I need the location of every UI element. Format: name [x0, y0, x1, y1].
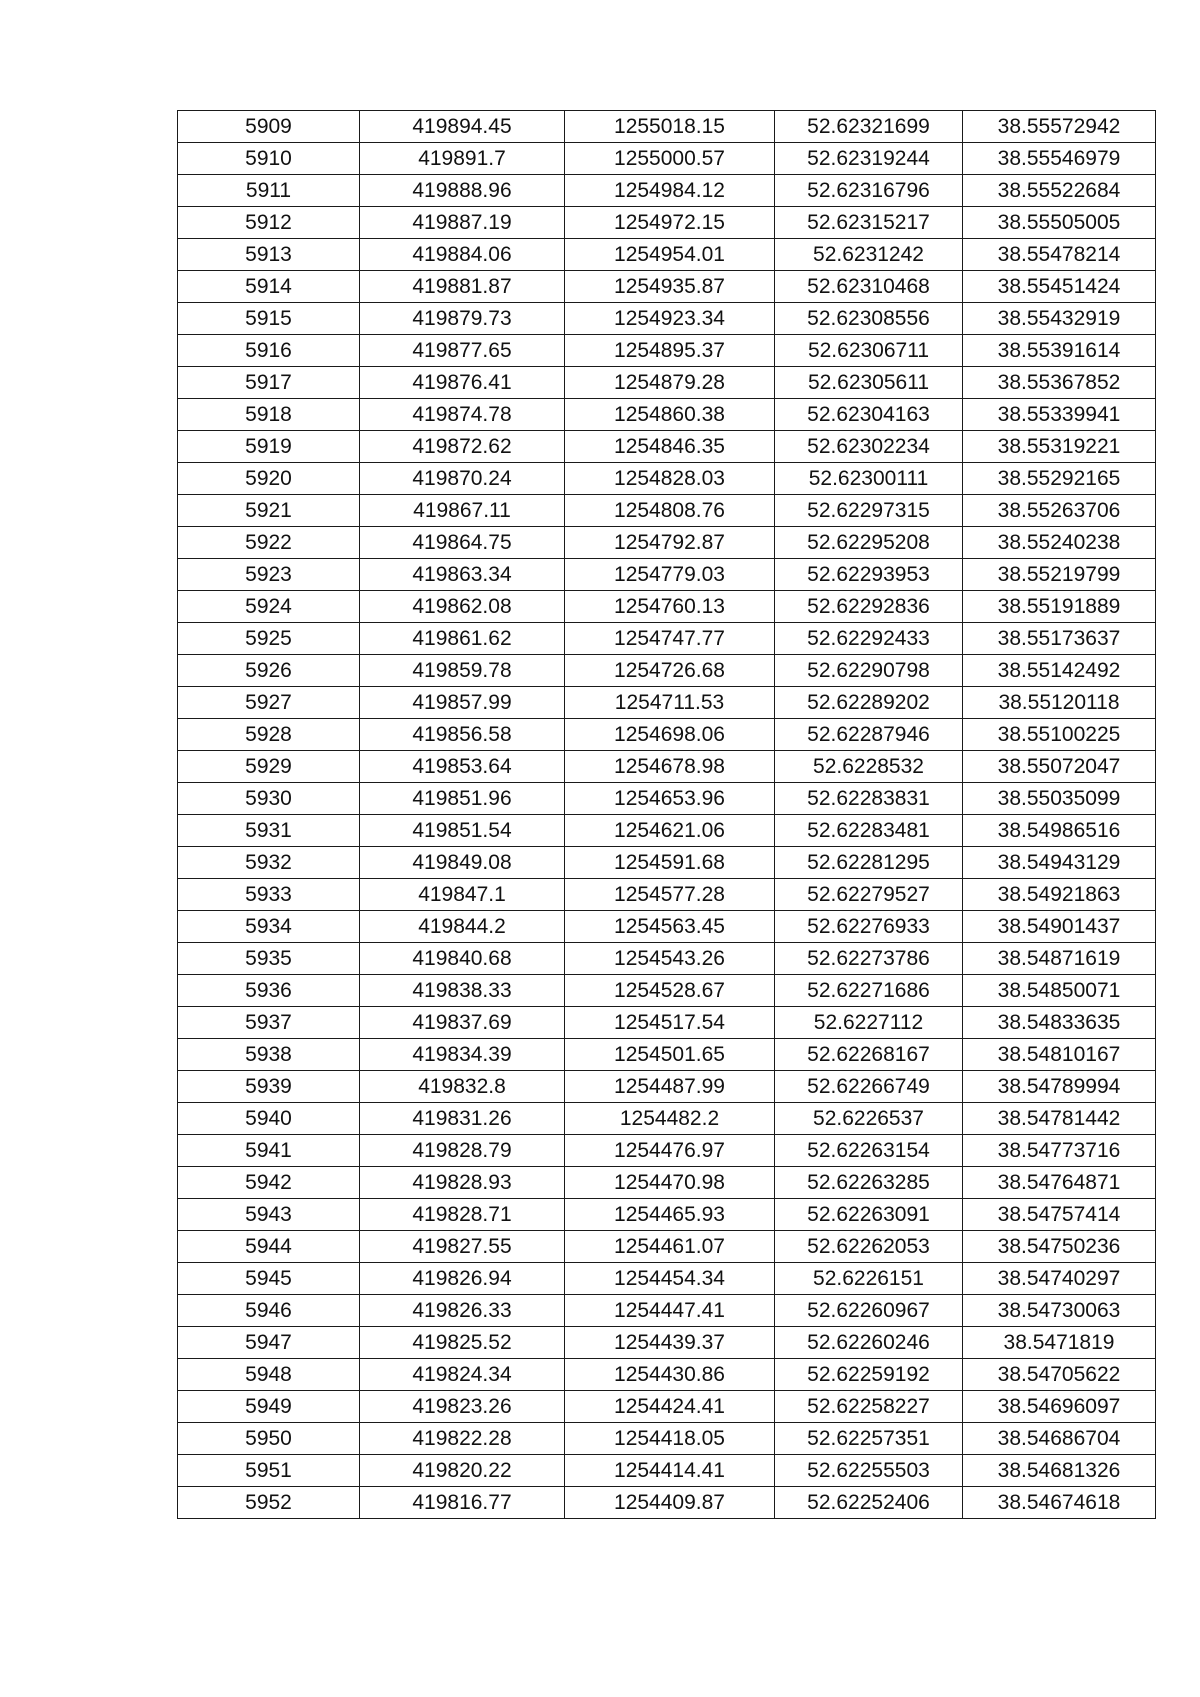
- point-number-cell: 5920: [178, 463, 360, 495]
- table-row: [178, 1231, 1156, 1263]
- latitude-cell: 52.62260246: [775, 1327, 963, 1359]
- x-coordinate-cell: 419856.58: [360, 719, 565, 751]
- longitude-cell: 38.55339941: [963, 399, 1156, 431]
- point-number-cell: 5943: [178, 1199, 360, 1231]
- x-coordinate-cell: 419863.34: [360, 559, 565, 591]
- longitude-cell: 38.54833635: [963, 1007, 1156, 1039]
- point-number-cell: 5925: [178, 623, 360, 655]
- x-coordinate-cell: 419844.2: [360, 911, 565, 943]
- x-coordinate-cell: 419851.54: [360, 815, 565, 847]
- latitude-cell: 52.62293953: [775, 559, 963, 591]
- y-coordinate-cell: 1254653.96: [565, 783, 775, 815]
- point-number-cell: 5950: [178, 1423, 360, 1455]
- point-number-cell: 5942: [178, 1167, 360, 1199]
- latitude-cell: 52.6228532: [775, 751, 963, 783]
- latitude-cell: 52.6227112: [775, 1007, 963, 1039]
- table-row: [178, 335, 1156, 367]
- longitude-cell: 38.55505005: [963, 207, 1156, 239]
- x-coordinate-cell: 419877.65: [360, 335, 565, 367]
- longitude-cell: 38.54696097: [963, 1391, 1156, 1423]
- x-coordinate-cell: 419862.08: [360, 591, 565, 623]
- point-number-cell: 5914: [178, 271, 360, 303]
- longitude-cell: 38.54686704: [963, 1423, 1156, 1455]
- y-coordinate-cell: 1254984.12: [565, 175, 775, 207]
- table-row: [178, 623, 1156, 655]
- point-number-cell: 5927: [178, 687, 360, 719]
- point-number-cell: 5928: [178, 719, 360, 751]
- y-coordinate-cell: 1254476.97: [565, 1135, 775, 1167]
- table-row: [178, 1135, 1156, 1167]
- latitude-cell: 52.62255503: [775, 1455, 963, 1487]
- y-coordinate-cell: 1254846.35: [565, 431, 775, 463]
- table-row: [178, 1359, 1156, 1391]
- point-number-cell: 5922: [178, 527, 360, 559]
- latitude-cell: 52.62263154: [775, 1135, 963, 1167]
- longitude-cell: 38.55522684: [963, 175, 1156, 207]
- point-number-cell: 5910: [178, 143, 360, 175]
- latitude-cell: 52.62273786: [775, 943, 963, 975]
- longitude-cell: 38.54674618: [963, 1487, 1156, 1519]
- x-coordinate-cell: 419874.78: [360, 399, 565, 431]
- x-coordinate-cell: 419826.94: [360, 1263, 565, 1295]
- x-coordinate-cell: 419826.33: [360, 1295, 565, 1327]
- longitude-cell: 38.54781442: [963, 1103, 1156, 1135]
- point-number-cell: 5945: [178, 1263, 360, 1295]
- y-coordinate-cell: 1254517.54: [565, 1007, 775, 1039]
- latitude-cell: 52.62259192: [775, 1359, 963, 1391]
- y-coordinate-cell: 1254454.34: [565, 1263, 775, 1295]
- table-row: [178, 815, 1156, 847]
- table-row: [178, 847, 1156, 879]
- latitude-cell: 52.62300111: [775, 463, 963, 495]
- y-coordinate-cell: 1254409.87: [565, 1487, 775, 1519]
- y-coordinate-cell: 1254543.26: [565, 943, 775, 975]
- x-coordinate-cell: 419884.06: [360, 239, 565, 271]
- x-coordinate-cell: 419894.45: [360, 111, 565, 143]
- latitude-cell: 52.62276933: [775, 911, 963, 943]
- table-row: [178, 783, 1156, 815]
- longitude-cell: 38.55142492: [963, 655, 1156, 687]
- longitude-cell: 38.55478214: [963, 239, 1156, 271]
- x-coordinate-cell: 419816.77: [360, 1487, 565, 1519]
- point-number-cell: 5938: [178, 1039, 360, 1071]
- x-coordinate-cell: 419840.68: [360, 943, 565, 975]
- table-row: [178, 1423, 1156, 1455]
- y-coordinate-cell: 1254895.37: [565, 335, 775, 367]
- latitude-cell: 52.62305611: [775, 367, 963, 399]
- latitude-cell: 52.62258227: [775, 1391, 963, 1423]
- point-number-cell: 5923: [178, 559, 360, 591]
- longitude-cell: 38.54789994: [963, 1071, 1156, 1103]
- table-row: [178, 1039, 1156, 1071]
- latitude-cell: 52.62268167: [775, 1039, 963, 1071]
- table-row: [178, 1167, 1156, 1199]
- point-number-cell: 5919: [178, 431, 360, 463]
- table-row: [178, 463, 1156, 495]
- table-row: [178, 367, 1156, 399]
- x-coordinate-cell: 419888.96: [360, 175, 565, 207]
- x-coordinate-cell: 419824.34: [360, 1359, 565, 1391]
- y-coordinate-cell: 1254678.98: [565, 751, 775, 783]
- longitude-cell: 38.54810167: [963, 1039, 1156, 1071]
- table-row: [178, 143, 1156, 175]
- longitude-cell: 38.55319221: [963, 431, 1156, 463]
- point-number-cell: 5929: [178, 751, 360, 783]
- latitude-cell: 52.6231242: [775, 239, 963, 271]
- x-coordinate-cell: 419820.22: [360, 1455, 565, 1487]
- table-row: [178, 1199, 1156, 1231]
- longitude-cell: 38.55100225: [963, 719, 1156, 751]
- latitude-cell: 52.62290798: [775, 655, 963, 687]
- table-row: [178, 911, 1156, 943]
- table-row: [178, 303, 1156, 335]
- table-row: [178, 111, 1156, 143]
- y-coordinate-cell: 1254860.38: [565, 399, 775, 431]
- longitude-cell: 38.54750236: [963, 1231, 1156, 1263]
- latitude-cell: 52.62310468: [775, 271, 963, 303]
- point-number-cell: 5909: [178, 111, 360, 143]
- x-coordinate-cell: 419879.73: [360, 303, 565, 335]
- table-row: [178, 1295, 1156, 1327]
- latitude-cell: 52.62266749: [775, 1071, 963, 1103]
- point-number-cell: 5949: [178, 1391, 360, 1423]
- point-number-cell: 5932: [178, 847, 360, 879]
- table-row: [178, 175, 1156, 207]
- table-row: [178, 879, 1156, 911]
- latitude-cell: 52.6226537: [775, 1103, 963, 1135]
- x-coordinate-cell: 419876.41: [360, 367, 565, 399]
- longitude-cell: 38.54757414: [963, 1199, 1156, 1231]
- point-number-cell: 5912: [178, 207, 360, 239]
- y-coordinate-cell: 1254711.53: [565, 687, 775, 719]
- x-coordinate-cell: 419831.26: [360, 1103, 565, 1135]
- y-coordinate-cell: 1254760.13: [565, 591, 775, 623]
- x-coordinate-cell: 419861.62: [360, 623, 565, 655]
- table-row: [178, 239, 1156, 271]
- point-number-cell: 5911: [178, 175, 360, 207]
- y-coordinate-cell: 1254808.76: [565, 495, 775, 527]
- latitude-cell: 52.62308556: [775, 303, 963, 335]
- x-coordinate-cell: 419834.39: [360, 1039, 565, 1071]
- longitude-cell: 38.54921863: [963, 879, 1156, 911]
- x-coordinate-cell: 419887.19: [360, 207, 565, 239]
- y-coordinate-cell: 1254972.15: [565, 207, 775, 239]
- latitude-cell: 52.62306711: [775, 335, 963, 367]
- point-number-cell: 5915: [178, 303, 360, 335]
- longitude-cell: 38.54901437: [963, 911, 1156, 943]
- latitude-cell: 52.62271686: [775, 975, 963, 1007]
- longitude-cell: 38.5471819: [963, 1327, 1156, 1359]
- point-number-cell: 5926: [178, 655, 360, 687]
- point-number-cell: 5941: [178, 1135, 360, 1167]
- table-row: [178, 943, 1156, 975]
- y-coordinate-cell: 1254418.05: [565, 1423, 775, 1455]
- table-row: [178, 271, 1156, 303]
- y-coordinate-cell: 1255018.15: [565, 111, 775, 143]
- y-coordinate-cell: 1254779.03: [565, 559, 775, 591]
- table-row: [178, 1263, 1156, 1295]
- table-row: [178, 719, 1156, 751]
- x-coordinate-cell: 419851.96: [360, 783, 565, 815]
- latitude-cell: 52.62302234: [775, 431, 963, 463]
- longitude-cell: 38.54764871: [963, 1167, 1156, 1199]
- point-number-cell: 5931: [178, 815, 360, 847]
- x-coordinate-cell: 419827.55: [360, 1231, 565, 1263]
- longitude-cell: 38.54850071: [963, 975, 1156, 1007]
- point-number-cell: 5951: [178, 1455, 360, 1487]
- latitude-cell: 52.6226151: [775, 1263, 963, 1295]
- latitude-cell: 52.62263285: [775, 1167, 963, 1199]
- y-coordinate-cell: 1254747.77: [565, 623, 775, 655]
- latitude-cell: 52.62297315: [775, 495, 963, 527]
- longitude-cell: 38.55240238: [963, 527, 1156, 559]
- latitude-cell: 52.62262053: [775, 1231, 963, 1263]
- latitude-cell: 52.62281295: [775, 847, 963, 879]
- x-coordinate-cell: 419828.71: [360, 1199, 565, 1231]
- latitude-cell: 52.62257351: [775, 1423, 963, 1455]
- latitude-cell: 52.62263091: [775, 1199, 963, 1231]
- x-coordinate-cell: 419828.93: [360, 1167, 565, 1199]
- point-number-cell: 5935: [178, 943, 360, 975]
- longitude-cell: 38.55546979: [963, 143, 1156, 175]
- point-number-cell: 5952: [178, 1487, 360, 1519]
- y-coordinate-cell: 1254465.93: [565, 1199, 775, 1231]
- table-row: [178, 1391, 1156, 1423]
- point-number-cell: 5924: [178, 591, 360, 623]
- x-coordinate-cell: 419849.08: [360, 847, 565, 879]
- x-coordinate-cell: 419853.64: [360, 751, 565, 783]
- x-coordinate-cell: 419838.33: [360, 975, 565, 1007]
- longitude-cell: 38.55451424: [963, 271, 1156, 303]
- y-coordinate-cell: 1254828.03: [565, 463, 775, 495]
- y-coordinate-cell: 1254591.68: [565, 847, 775, 879]
- x-coordinate-cell: 419872.62: [360, 431, 565, 463]
- point-number-cell: 5918: [178, 399, 360, 431]
- longitude-cell: 38.54681326: [963, 1455, 1156, 1487]
- longitude-cell: 38.55191889: [963, 591, 1156, 623]
- point-number-cell: 5916: [178, 335, 360, 367]
- x-coordinate-cell: 419881.87: [360, 271, 565, 303]
- coordinate-table-body: [178, 111, 1156, 1519]
- longitude-cell: 38.54705622: [963, 1359, 1156, 1391]
- longitude-cell: 38.55120118: [963, 687, 1156, 719]
- table-row: [178, 1007, 1156, 1039]
- point-number-cell: 5947: [178, 1327, 360, 1359]
- table-row: [178, 399, 1156, 431]
- table-row: [178, 207, 1156, 239]
- table-row: [178, 559, 1156, 591]
- x-coordinate-cell: 419828.79: [360, 1135, 565, 1167]
- longitude-cell: 38.55391614: [963, 335, 1156, 367]
- x-coordinate-cell: 419859.78: [360, 655, 565, 687]
- latitude-cell: 52.62316796: [775, 175, 963, 207]
- latitude-cell: 52.62252406: [775, 1487, 963, 1519]
- y-coordinate-cell: 1254487.99: [565, 1071, 775, 1103]
- x-coordinate-cell: 419891.7: [360, 143, 565, 175]
- point-number-cell: 5934: [178, 911, 360, 943]
- latitude-cell: 52.62304163: [775, 399, 963, 431]
- y-coordinate-cell: 1254482.2: [565, 1103, 775, 1135]
- longitude-cell: 38.54740297: [963, 1263, 1156, 1295]
- x-coordinate-cell: 419823.26: [360, 1391, 565, 1423]
- y-coordinate-cell: 1254470.98: [565, 1167, 775, 1199]
- table-row: [178, 527, 1156, 559]
- y-coordinate-cell: 1255000.57: [565, 143, 775, 175]
- longitude-cell: 38.54943129: [963, 847, 1156, 879]
- table-row: [178, 1327, 1156, 1359]
- table-row: [178, 975, 1156, 1007]
- y-coordinate-cell: 1254954.01: [565, 239, 775, 271]
- table-row: [178, 591, 1156, 623]
- point-number-cell: 5937: [178, 1007, 360, 1039]
- latitude-cell: 52.62292433: [775, 623, 963, 655]
- latitude-cell: 52.62260967: [775, 1295, 963, 1327]
- y-coordinate-cell: 1254461.07: [565, 1231, 775, 1263]
- point-number-cell: 5946: [178, 1295, 360, 1327]
- y-coordinate-cell: 1254726.68: [565, 655, 775, 687]
- longitude-cell: 38.54730063: [963, 1295, 1156, 1327]
- point-number-cell: 5940: [178, 1103, 360, 1135]
- point-number-cell: 5944: [178, 1231, 360, 1263]
- y-coordinate-cell: 1254563.45: [565, 911, 775, 943]
- y-coordinate-cell: 1254923.34: [565, 303, 775, 335]
- point-number-cell: 5948: [178, 1359, 360, 1391]
- y-coordinate-cell: 1254621.06: [565, 815, 775, 847]
- table-row: [178, 1071, 1156, 1103]
- latitude-cell: 52.62289202: [775, 687, 963, 719]
- latitude-cell: 52.62283831: [775, 783, 963, 815]
- longitude-cell: 38.55572942: [963, 111, 1156, 143]
- table-row: [178, 431, 1156, 463]
- x-coordinate-cell: 419847.1: [360, 879, 565, 911]
- point-number-cell: 5913: [178, 239, 360, 271]
- x-coordinate-cell: 419870.24: [360, 463, 565, 495]
- latitude-cell: 52.62283481: [775, 815, 963, 847]
- longitude-cell: 38.55072047: [963, 751, 1156, 783]
- table-row: [178, 655, 1156, 687]
- table-row: [178, 751, 1156, 783]
- y-coordinate-cell: 1254577.28: [565, 879, 775, 911]
- point-number-cell: 5933: [178, 879, 360, 911]
- point-number-cell: 5917: [178, 367, 360, 399]
- point-number-cell: 5936: [178, 975, 360, 1007]
- y-coordinate-cell: 1254879.28: [565, 367, 775, 399]
- y-coordinate-cell: 1254424.41: [565, 1391, 775, 1423]
- latitude-cell: 52.62315217: [775, 207, 963, 239]
- latitude-cell: 52.62287946: [775, 719, 963, 751]
- y-coordinate-cell: 1254698.06: [565, 719, 775, 751]
- y-coordinate-cell: 1254447.41: [565, 1295, 775, 1327]
- table-row: [178, 1455, 1156, 1487]
- y-coordinate-cell: 1254414.41: [565, 1455, 775, 1487]
- x-coordinate-cell: 419837.69: [360, 1007, 565, 1039]
- x-coordinate-cell: 419832.8: [360, 1071, 565, 1103]
- longitude-cell: 38.55035099: [963, 783, 1156, 815]
- point-number-cell: 5939: [178, 1071, 360, 1103]
- y-coordinate-cell: 1254501.65: [565, 1039, 775, 1071]
- latitude-cell: 52.62279527: [775, 879, 963, 911]
- longitude-cell: 38.55173637: [963, 623, 1156, 655]
- longitude-cell: 38.55292165: [963, 463, 1156, 495]
- x-coordinate-cell: 419825.52: [360, 1327, 565, 1359]
- x-coordinate-cell: 419864.75: [360, 527, 565, 559]
- y-coordinate-cell: 1254792.87: [565, 527, 775, 559]
- y-coordinate-cell: 1254430.86: [565, 1359, 775, 1391]
- latitude-cell: 52.62292836: [775, 591, 963, 623]
- longitude-cell: 38.55367852: [963, 367, 1156, 399]
- point-number-cell: 5930: [178, 783, 360, 815]
- longitude-cell: 38.55263706: [963, 495, 1156, 527]
- table-row: [178, 1103, 1156, 1135]
- x-coordinate-cell: 419857.99: [360, 687, 565, 719]
- y-coordinate-cell: 1254439.37: [565, 1327, 775, 1359]
- table-row: [178, 1487, 1156, 1519]
- x-coordinate-cell: 419867.11: [360, 495, 565, 527]
- table-row: [178, 687, 1156, 719]
- latitude-cell: 52.62319244: [775, 143, 963, 175]
- latitude-cell: 52.62321699: [775, 111, 963, 143]
- coordinate-table: [177, 110, 1156, 1519]
- y-coordinate-cell: 1254935.87: [565, 271, 775, 303]
- longitude-cell: 38.55219799: [963, 559, 1156, 591]
- longitude-cell: 38.54986516: [963, 815, 1156, 847]
- longitude-cell: 38.54871619: [963, 943, 1156, 975]
- latitude-cell: 52.62295208: [775, 527, 963, 559]
- longitude-cell: 38.55432919: [963, 303, 1156, 335]
- x-coordinate-cell: 419822.28: [360, 1423, 565, 1455]
- point-number-cell: 5921: [178, 495, 360, 527]
- y-coordinate-cell: 1254528.67: [565, 975, 775, 1007]
- longitude-cell: 38.54773716: [963, 1135, 1156, 1167]
- table-row: [178, 495, 1156, 527]
